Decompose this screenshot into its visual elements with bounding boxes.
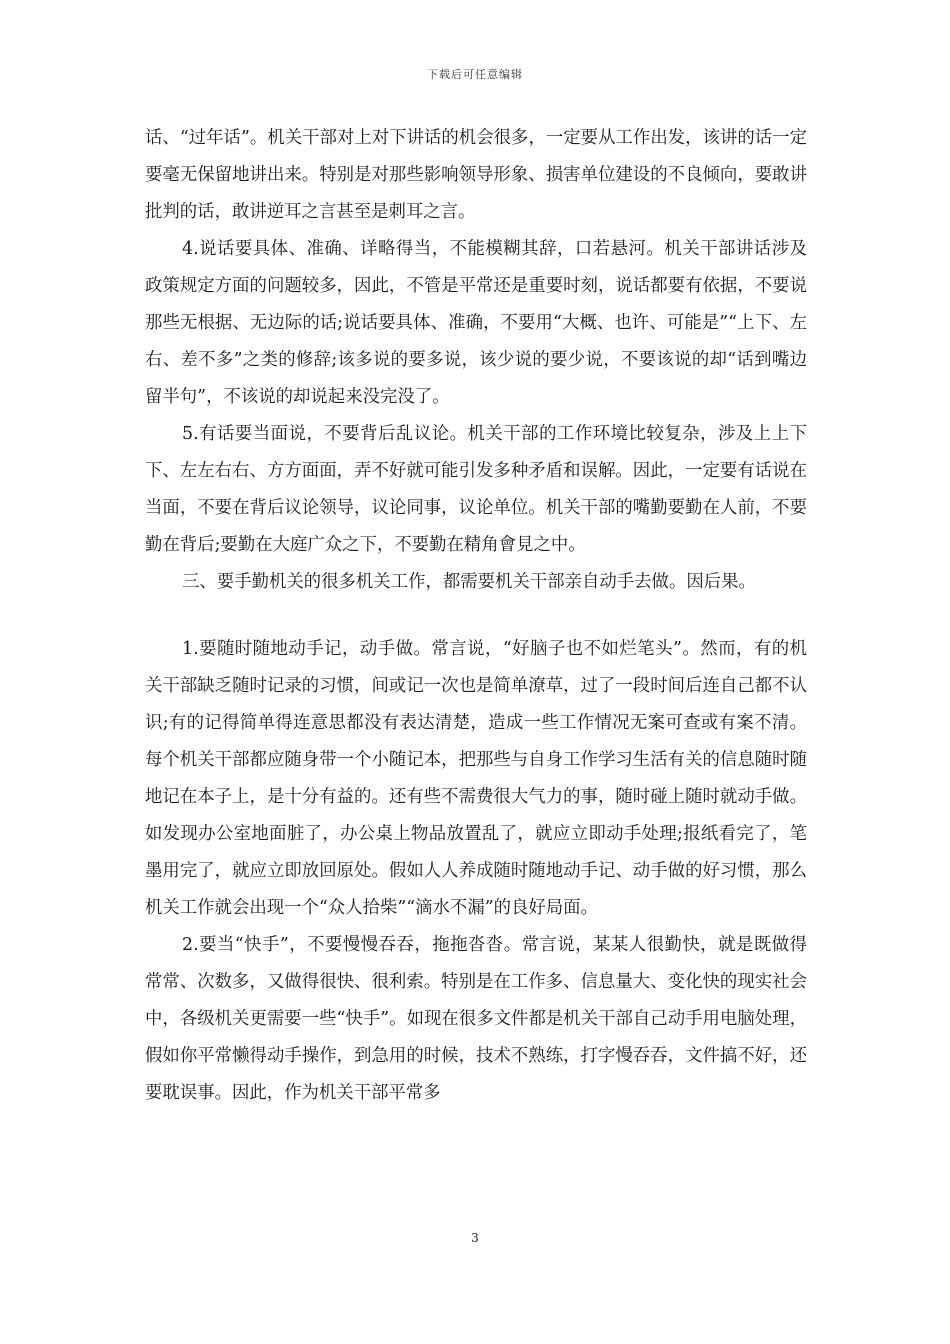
paragraph-item-4: 4.说话要具体、准确、详略得当，不能模糊其辞，口若悬河。机关干部讲话涉及政策规定方面的问题较多，因此，不管是平常还是重要时刻，说话都要有依据，不要说那些无根据、无边际的话;说话要具体、准确，不要用“大概、也许、可能是”“上下、左右、差不多”之类的修辞;该多说的要多说，该少说的要少说，不要该说的却“话到嘴边留半句”，不该说的却说起来没完没了。	[145, 239, 807, 407]
paragraph-item-1: 1.要随时随地动手记，动手做。常言说，“好脑子也不如烂笔头”。然而，有的机关干部缺乏随时记录的习惯，间或记一次也是简单潦草，过了一段时间后连自己都不认识;有的记得简单得连意思都没有表达清楚，造成一些工作情况无案可查或有案不清。每个机关干部都应随身带一个小随记本，把那些与自身工作学习生活有关的信息随时随地记在本子上，是十分有益的。还有些不需费很大气力的事，随时碰上随时就动手做。如发现办公室地面脏了，办公桌上物品放置乱了，就应立即动手处理;报纸看完了，笔墨用完了，就应立即放回原处。假如人人养成随时随地动手记、动手做的好习惯，那么机关工作就会出现一个“众人拾柴”“滴水不漏”的良好局面。	[145, 639, 807, 918]
page-header: 下载后可任意编辑	[427, 68, 523, 81]
paragraph-continuation: 话、“过年话”。机关干部对上对下讲话的机会很多，一定要从工作出发，该讲的话一定要毫无保留地讲出来。特别是对那些影响领导形象、损害单位建设的不良倾向，要敢讲批判的话，敢讲逆耳之言甚至是刺耳之言。	[145, 128, 807, 222]
page-number: 3	[471, 1231, 479, 1245]
paragraph-item-2: 2.要当“快手”，不要慢慢吞吞，拖拖沓沓。常言说，某某人很勤快，就是既做得常常、次数多，又做得很快、很利索。特别是在工作多、信息量大、变化快的现实社会中，各级机关更需要一些“快手”。如现在很多文件都是机关干部自己动手用电脑处理，假如你平常懒得动手操作，到急用的时候，技术不熟练，打字慢吞吞，文件搞不好，还要耽误事。因此，作为机关干部平常多	[145, 935, 807, 1103]
document-body	[145, 120, 807, 1112]
section-heading-3: 三、要手勤机关的很多机关工作，都需要机关干部亲自动手去做。因后果。	[182, 572, 756, 592]
paragraph-item-5: 5.有话要当面说，不要背后乱议论。机关干部的工作环境比较复杂，涉及上上下下、左左右右、方方面面，弄不好就可能引发多种矛盾和误解。因此，一定要有话说在当面，不要在背后议论领导，议论同事，议论单位。机关干部的嘴勤要勤在人前，不要勤在背后;要勤在大庭广众之下，不要勤在精角會見之中。	[145, 424, 807, 555]
